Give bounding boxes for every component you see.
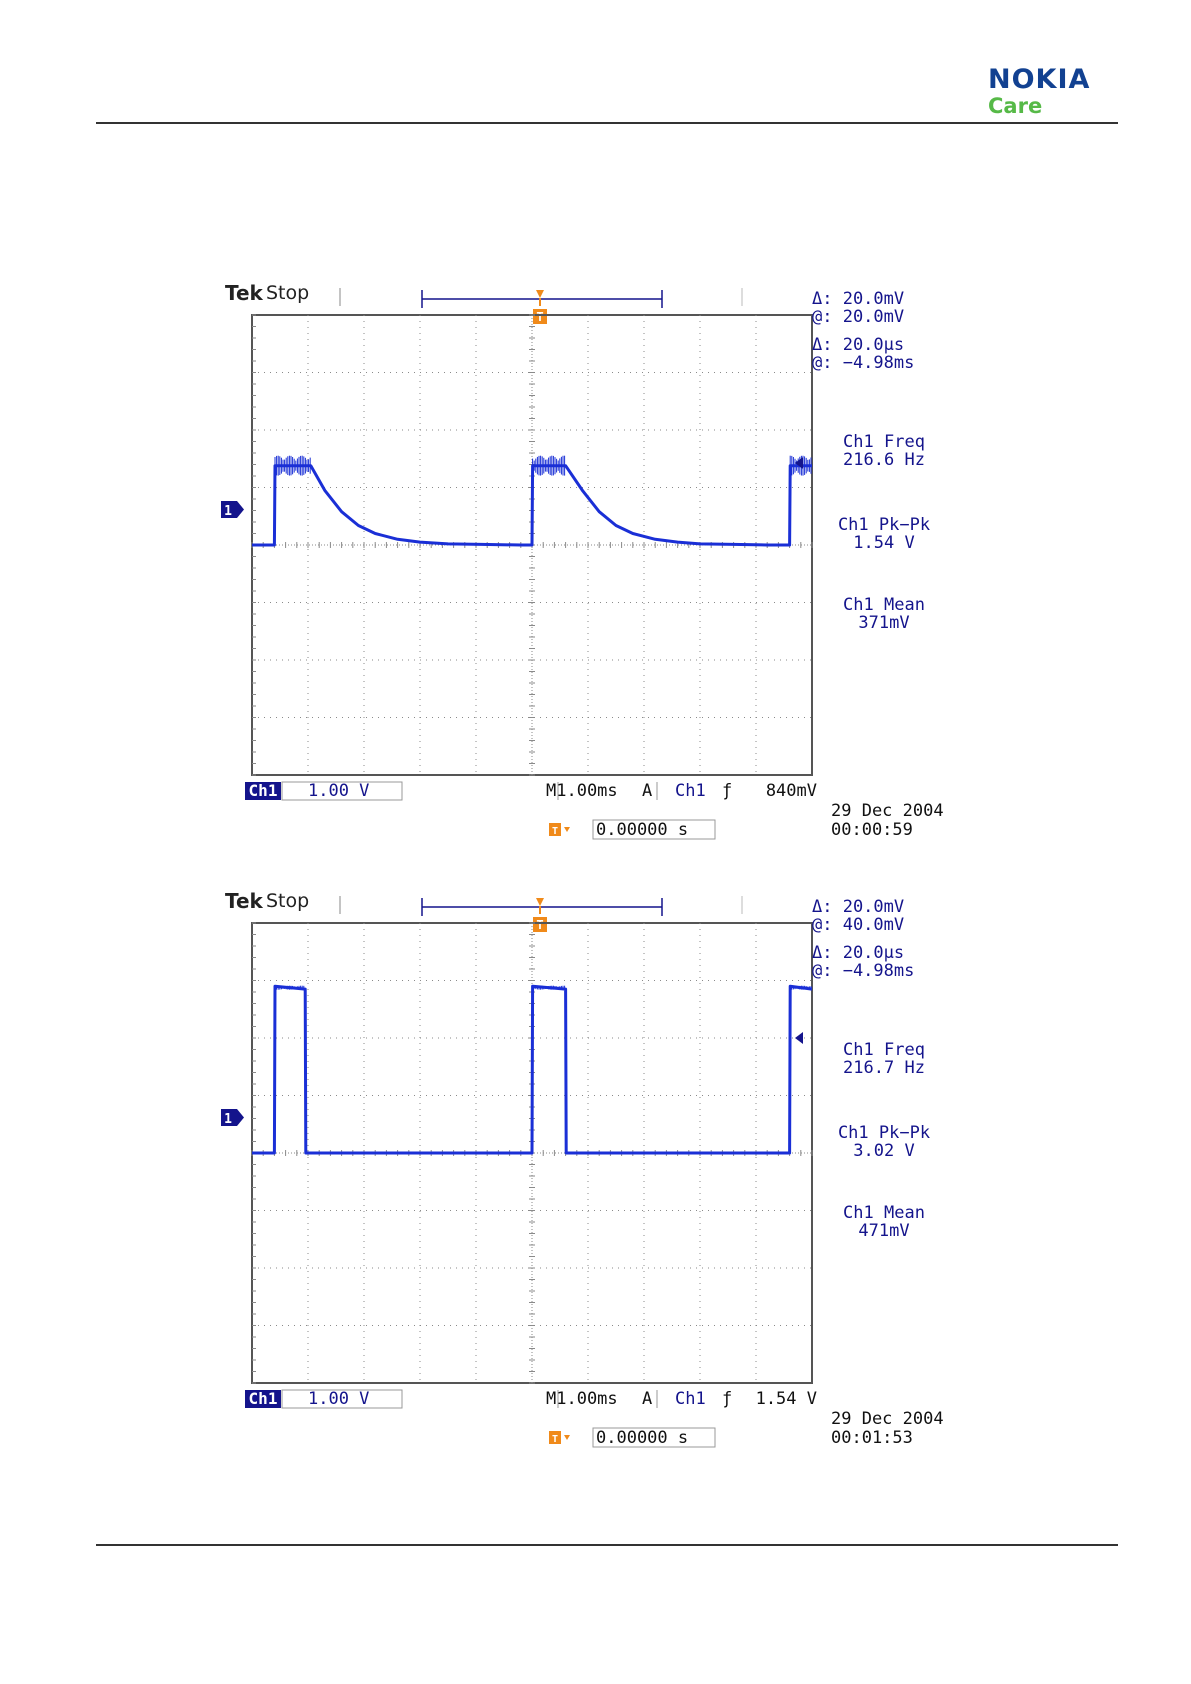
ch1-badge-label: Ch1: [248, 781, 278, 800]
nokia-care-logo: [988, 66, 1118, 118]
time: 00:01:53: [831, 1428, 913, 1448]
cursor-t-delta: Δ: 20.0μs: [812, 335, 905, 355]
ch1-ground-arrow: [237, 501, 244, 518]
oscilloscope-1: [220, 280, 1000, 850]
ch1-ground-label: 1: [224, 1112, 232, 1127]
ch1-trace: [252, 986, 812, 1153]
ch1-ground-arrow: [237, 1109, 244, 1126]
volts-div: 1.00 V: [308, 1389, 370, 1409]
cursor-v-delta: Δ: 20.0mV: [812, 897, 905, 917]
acq-state: Stop: [266, 282, 310, 304]
footer-rule: [96, 1544, 1118, 1546]
ch1-badge-label: Ch1: [248, 1389, 278, 1408]
cursor-t-delta: Δ: 20.0μs: [812, 943, 905, 963]
mean-value: 371mV: [858, 613, 910, 633]
freq-value: 216.7 Hz: [843, 1058, 925, 1078]
trigger-position-icon: [536, 290, 544, 298]
cursor-v-delta: Δ: 20.0mV: [812, 289, 905, 309]
trig-pos: 0.00000 s: [596, 1428, 689, 1448]
brand-label: Tek: [225, 889, 263, 913]
trig-pos: 0.00000 s: [596, 820, 689, 840]
brand-label: Tek: [225, 281, 263, 305]
oscilloscope-2: [220, 888, 1000, 1458]
trigger-position-icon: [536, 898, 544, 906]
trig-pos-arrow-icon: [564, 827, 570, 832]
trig-mode: A: [642, 781, 653, 801]
ch1-ground-label: 1: [224, 504, 232, 519]
logo-sub: Care: [988, 94, 1043, 118]
freq-label: Ch1 Freq: [843, 1040, 925, 1060]
cursor-t-at: @: −4.98ms: [812, 353, 915, 373]
trigger-marker-label: T: [536, 310, 544, 324]
pkpk-value: 1.54 V: [853, 533, 915, 553]
time-div: M1.00ms: [546, 781, 618, 801]
trig-pos-arrow-icon: [564, 1435, 570, 1440]
volts-div: 1.00 V: [308, 781, 370, 801]
trig-pos-icon-label: T: [551, 826, 559, 837]
mean-label: Ch1 Mean: [843, 595, 925, 615]
trig-mode: A: [642, 1389, 653, 1409]
trig-slope-icon: ƒ: [722, 1389, 733, 1409]
trigger-marker-label: T: [536, 918, 544, 932]
scope-2-display: [220, 888, 1000, 1458]
trig-pos-icon-label: T: [551, 1434, 559, 1445]
pkpk-value: 3.02 V: [853, 1141, 915, 1161]
scope-1-display: [220, 280, 1000, 850]
header-rule: [96, 122, 1118, 124]
trig-level: 840mV: [765, 781, 817, 801]
cursor-v-at: @: 20.0mV: [812, 307, 905, 327]
mean-value: 471mV: [858, 1221, 910, 1241]
time: 00:00:59: [831, 820, 913, 840]
trigger-level-arrow: [795, 1032, 803, 1044]
freq-value: 216.6 Hz: [843, 450, 925, 470]
mean-label: Ch1 Mean: [843, 1203, 925, 1223]
trig-slope-icon: ƒ: [722, 781, 733, 801]
pkpk-label: Ch1 Pk−Pk: [837, 1123, 931, 1143]
trig-channel: Ch1: [675, 1389, 706, 1409]
acq-state: Stop: [266, 890, 310, 912]
date: 29 Dec 2004: [831, 1409, 944, 1429]
trig-channel: Ch1: [675, 781, 706, 801]
cursor-t-at: @: −4.98ms: [812, 961, 915, 981]
date: 29 Dec 2004: [831, 801, 944, 821]
ch1-trace: [252, 466, 812, 545]
logo-brand: NOKIA: [988, 64, 1091, 95]
time-div: M1.00ms: [546, 1389, 618, 1409]
cursor-v-at: @: 40.0mV: [812, 915, 905, 935]
pkpk-label: Ch1 Pk−Pk: [837, 515, 931, 535]
freq-label: Ch1 Freq: [843, 432, 925, 452]
trig-level: 1.54 V: [755, 1389, 817, 1409]
